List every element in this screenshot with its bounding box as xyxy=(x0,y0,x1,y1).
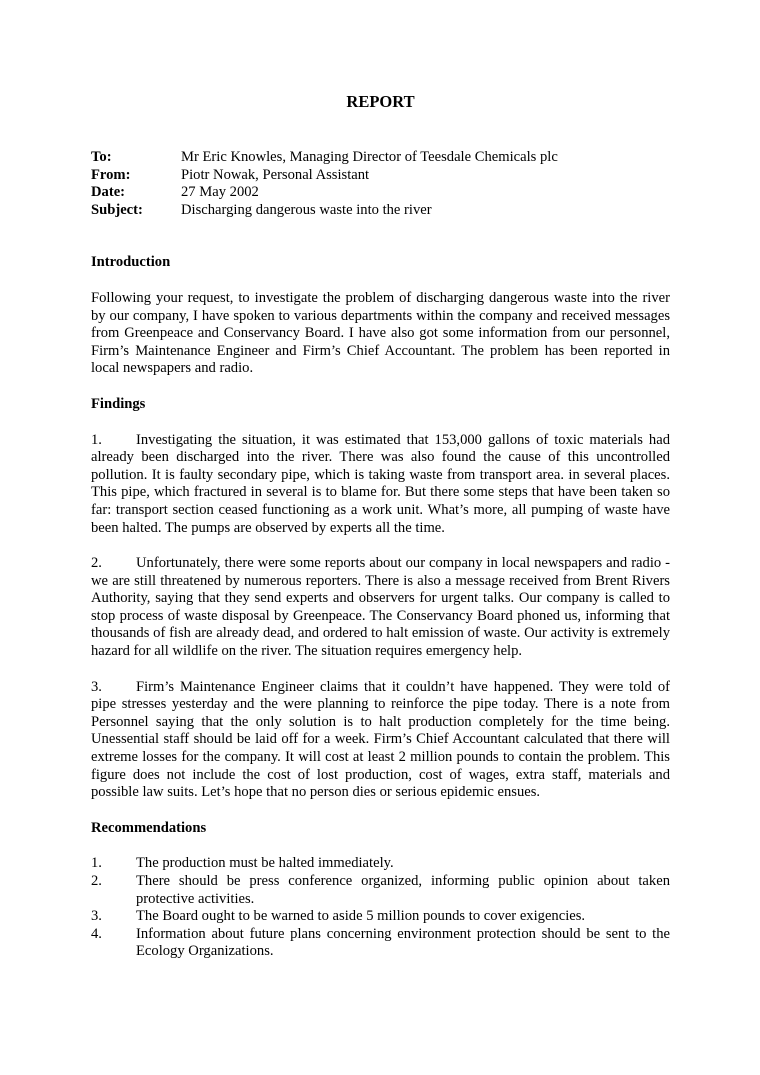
memo-label-date: Date: xyxy=(91,184,126,201)
recommendation-text: The Board ought to be warned to aside 5 million pounds to cover exigencies. xyxy=(136,908,586,925)
recommendation-number: 1. xyxy=(91,855,102,872)
recommendation-text: Information about future plans concerning environment protection should be sent to the Ecology Organizations. xyxy=(136,925,670,960)
memo-row-date xyxy=(91,184,670,202)
memo-row-to xyxy=(91,149,670,167)
finding-paragraph-2 xyxy=(91,555,670,661)
introduction-paragraph: Following your request, to investigate the problem of discharging dangerous waste into the river by our company, I have spoken to various departments within the company and received messages from Greenpeace and Conservancy Board. I have also got some information from our personnel, Firm’s Maintenance Engineer and Firm’s Chief Accountant. The problem has been reported in local newspapers and radio. xyxy=(91,289,670,377)
finding-text: Unfortunately, there were some reports about our company in local newspapers and radio - we are still threatened by numerous reporters. There is also a message received from Brent Rivers Authority, saying that they send experts and observers for urgent talks. Our company is called to stop process of waste disposal by Greenpeace. The Conservancy Board phoned us, informing that thousands of fish are already dead, and ordered to halt emission of waste. Our activity is extremely hazard for all wildlife on the river. The situation requires emergency help. xyxy=(91,555,670,660)
memo-label-to: To: xyxy=(91,149,112,165)
report-title: REPORT xyxy=(346,92,415,111)
findings-heading: Findings xyxy=(91,395,146,412)
memo-value-subject: Discharging dangerous waste into the river xyxy=(181,201,432,218)
recommendation-text: There should be press conference organized, informing public opinion about taken protective activities. xyxy=(136,873,670,907)
memo-row-from xyxy=(91,167,670,185)
finding-paragraph-1 xyxy=(91,432,670,538)
memo-value-from: Piotr Nowak, Personal Assistant xyxy=(181,166,370,183)
memo-row-subject xyxy=(91,202,670,220)
recommendation-text: The production must be halted immediately. xyxy=(136,855,394,872)
finding-text: Firm’s Maintenance Engineer claims that it couldn’t have happened. They were told of pipe stresses yesterday and the were planning to reinforce the pipe today. There is a note from Personnel saying that the only solution is to halt production completely for the time being. Unessential staff should be laid off for a week. Firm’s Chief Accountant calculated that there will extreme losses for the company. It will cost at least 2 million pounds to contain the problem. This figure does not include the cost of lost production, cost of wages, extra staff, materials and possible law suits. Let’s hope that no person dies or serious epidemic ensues. xyxy=(91,678,670,801)
memo-value-date: 27 May 2002 xyxy=(181,184,259,201)
report-page xyxy=(91,90,670,961)
finding-text: Investigating the situation, it was estimated that 153,000 gallons of toxic materials had already been discharged into the river. There was also found the cause of this uncontrolled pollution. It is faulty secondary pipe, which is taking waste from transport area. in several places. This pipe, which fractured in several is to blame for. But there some steps that have been taken so far: transport section ceased functioning as a work unit. What’s more, all pumping of waste have been halted. The pumps are observed by experts all the time. xyxy=(91,431,670,536)
memo-label-subject: Subject: xyxy=(91,201,143,218)
list-item xyxy=(91,908,670,926)
list-item xyxy=(91,873,670,908)
introduction-heading: Introduction xyxy=(91,254,171,271)
recommendation-number: 4. xyxy=(91,925,102,942)
finding-number: 2. xyxy=(91,555,102,572)
list-item xyxy=(91,926,670,961)
recommendations-heading: Recommendations xyxy=(91,819,207,836)
list-item xyxy=(91,855,670,873)
finding-paragraph-3 xyxy=(91,679,670,802)
memo-value-to: Mr Eric Knowles, Managing Director of Teesdale Chemicals plc xyxy=(181,149,558,165)
memo-label-from: From: xyxy=(91,166,131,183)
recommendation-number: 3. xyxy=(91,908,102,925)
finding-number: 3. xyxy=(91,678,102,695)
memo-header xyxy=(91,149,670,219)
recommendation-number: 2. xyxy=(91,873,102,889)
finding-number: 1. xyxy=(91,431,102,448)
recommendations-list xyxy=(91,855,670,961)
